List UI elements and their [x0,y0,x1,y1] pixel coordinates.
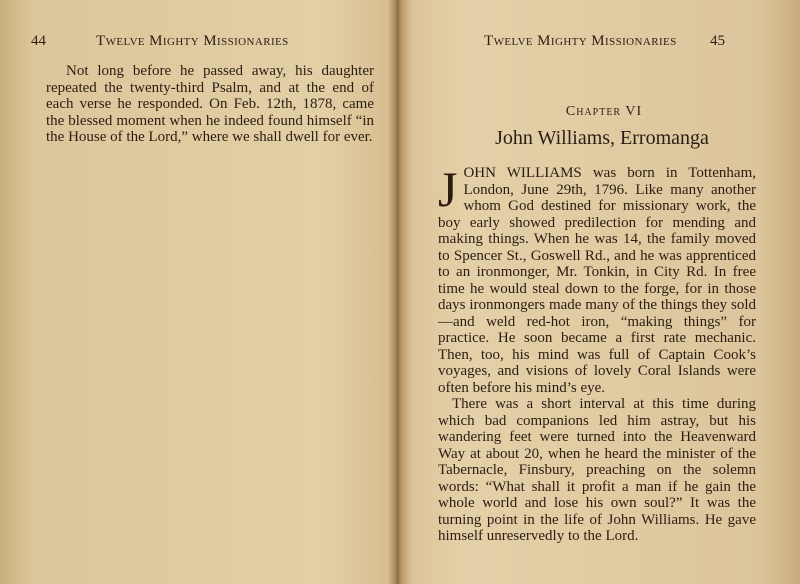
right-body-text [438,161,756,545]
paragraph [438,161,756,396]
chapter-label: Chapter VI [565,104,643,119]
running-head-left: Twelve Mighty Missionaries [96,33,289,49]
paragraph-text: OHN WILLIAMS was born in Tottenham, London, June 29th, 1796. Like many another whom God destined for missionary work, the boy early showed predilection for mending and making things. When he was 14, the family moved to Spencer St., Goswell Rd., and he was apprenticed to an ironmonger, Mr. Tonkin, in City Rd. In free time he would steal down to the forge, for in those days ironmongers made many of the things they sold—and weld red-hot iron, “making things” for practice. He soon became a first rate mechanic. Then, too, his mind was full of Captain Cook’s voyages, and visions of lovely Coral Islands were often before his mind’s eye. [438,165,756,396]
chapter-title: John Williams, Erromanga [495,127,709,149]
drop-cap: J [438,161,458,217]
left-page [0,0,396,584]
paragraph: There was a short interval at this time during which bad companions led him astray, but his wandering feet were turned into the Heavenward Way at about 20, when he heard the minister of the Tabernacle, Finsbury, preaching on the solemn words: “What shall it profit a man if he gain the whole world and lose his own soul?” It was the turning point in the life of John Williams. He gave himself unreservedly to the Lord. [438,396,756,544]
page-number-right: 45 [710,33,725,49]
right-page [402,0,800,584]
paragraph: Not long before he passed away, his daughter repeated the twenty-third Psalm, and at the end of each verse he responded. On Feb. 12th, 1878, came the blessed moment when he indeed found himself “in the House of the Lord,” where we shall dwell for ever. [46,63,374,145]
running-head-right: Twelve Mighty Missionaries [484,33,677,49]
left-body-text [46,63,374,146]
page-number-left: 44 [31,33,46,49]
